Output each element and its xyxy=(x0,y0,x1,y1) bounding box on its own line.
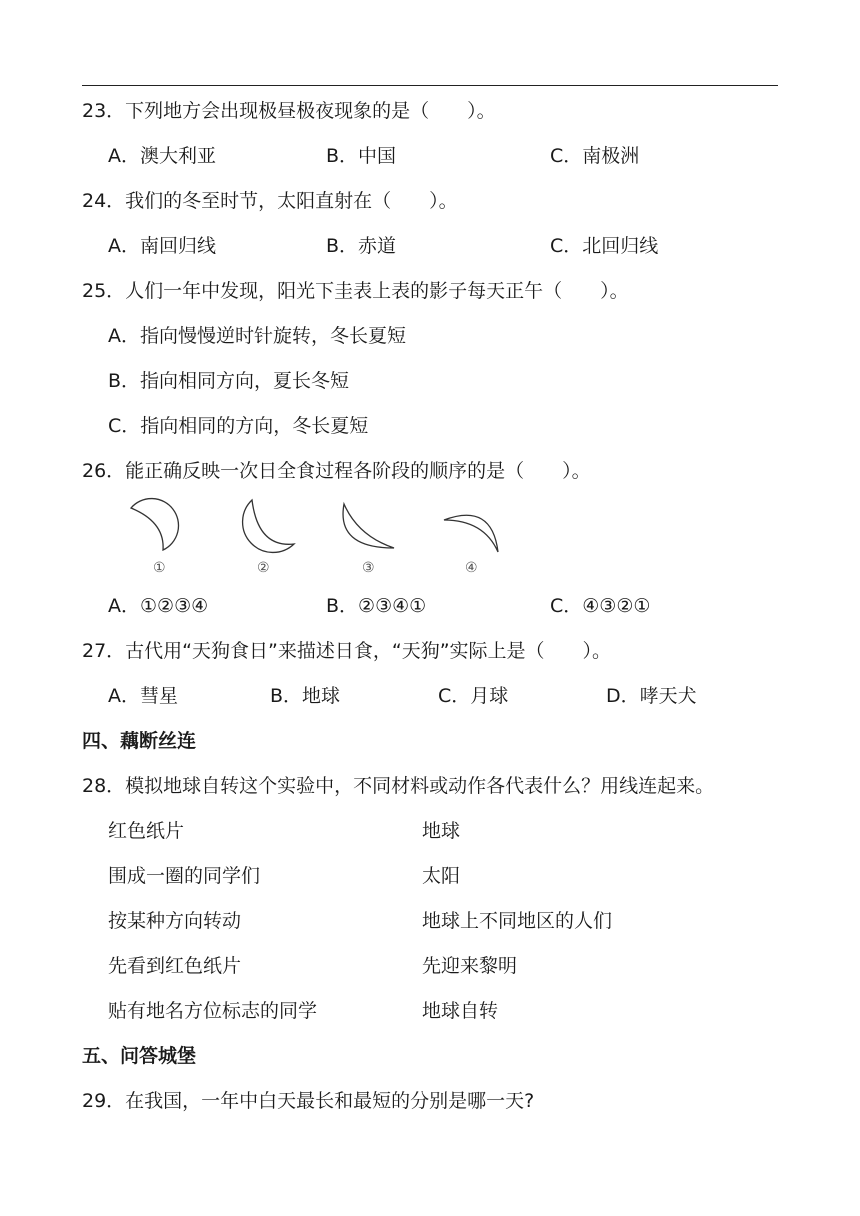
q24-option-a: A．南回归线 xyxy=(108,235,216,257)
q28-left-item-3: 按某种方向转动 xyxy=(108,910,242,932)
q28-right-item-3: 地球上不同地区的人们 xyxy=(422,910,613,932)
question-26: 26．能正确反映一次日全食过程各阶段的顺序的是（ ）。 xyxy=(82,460,591,482)
eclipse-phase-2-label: ② xyxy=(257,560,270,576)
q28-left-item-1: 红色纸片 xyxy=(108,820,185,842)
q27-option-a: A．彗星 xyxy=(108,685,178,707)
q28-right-item-5: 地球自转 xyxy=(422,1000,499,1022)
question-28: 28．模拟地球自转这个实验中，不同材料或动作各代表什么？用线连起来。 xyxy=(82,775,715,797)
question-23: 23．下列地方会出现极昼极夜现象的是（ ）。 xyxy=(82,100,496,122)
q28-right-item-1: 地球 xyxy=(422,820,461,842)
eclipse-phase-4-label: ④ xyxy=(465,560,478,576)
eclipse-phase-3-figure xyxy=(336,500,416,556)
q25-option-a: A．指向慢慢逆时针旋转，冬长夏短 xyxy=(108,325,406,347)
q28-right-item-2: 太阳 xyxy=(422,865,461,887)
question-25: 25．人们一年中发现，阳光下圭表上表的影子每天正午（ ）。 xyxy=(82,280,629,302)
q23-option-b: B．中国 xyxy=(326,145,397,167)
eclipse-phase-1-label: ① xyxy=(153,560,166,576)
question-29: 29．在我国，一年中白天最长和最短的分别是哪一天? xyxy=(82,1090,535,1112)
eclipse-phase-2-figure xyxy=(232,496,302,556)
q27-option-b: B．地球 xyxy=(270,685,341,707)
q24-option-c: C．北回归线 xyxy=(550,235,659,257)
q28-left-item-5: 贴有地名方位标志的同学 xyxy=(108,1000,318,1022)
eclipse-phase-4-figure xyxy=(440,506,510,556)
q25-option-b: B．指向相同方向，夏长冬短 xyxy=(108,370,350,392)
q26-option-b: B．②③④① xyxy=(326,595,427,617)
q25-option-c: C．指向相同的方向，冬长夏短 xyxy=(108,415,369,437)
q28-right-item-4: 先迎来黎明 xyxy=(422,955,518,977)
q27-option-c: C．月球 xyxy=(438,685,509,707)
q24-option-b: B．赤道 xyxy=(326,235,397,257)
q26-option-a: A．①②③④ xyxy=(108,595,209,617)
q26-option-c: C．④③②① xyxy=(550,595,651,617)
question-27: 27．古代用“天狗食日”来描述日食，“天狗”实际上是（ ）。 xyxy=(82,640,612,662)
header-rule xyxy=(82,85,778,86)
q28-left-item-4: 先看到红色纸片 xyxy=(108,955,242,977)
q28-left-item-2: 围成一圈的同学们 xyxy=(108,865,261,887)
eclipse-phase-3-label: ③ xyxy=(362,560,375,576)
q27-option-d: D．哮天犬 xyxy=(606,685,697,707)
eclipse-phase-1-figure xyxy=(125,498,195,554)
section-4-title: 四、藕断丝连 xyxy=(82,730,197,752)
q23-option-c: C．南极洲 xyxy=(550,145,640,167)
q23-option-a: A．澳大利亚 xyxy=(108,145,216,167)
question-24: 24．我们的冬至时节，太阳直射在（ ）。 xyxy=(82,190,458,212)
section-5-title: 五、问答城堡 xyxy=(82,1045,197,1067)
